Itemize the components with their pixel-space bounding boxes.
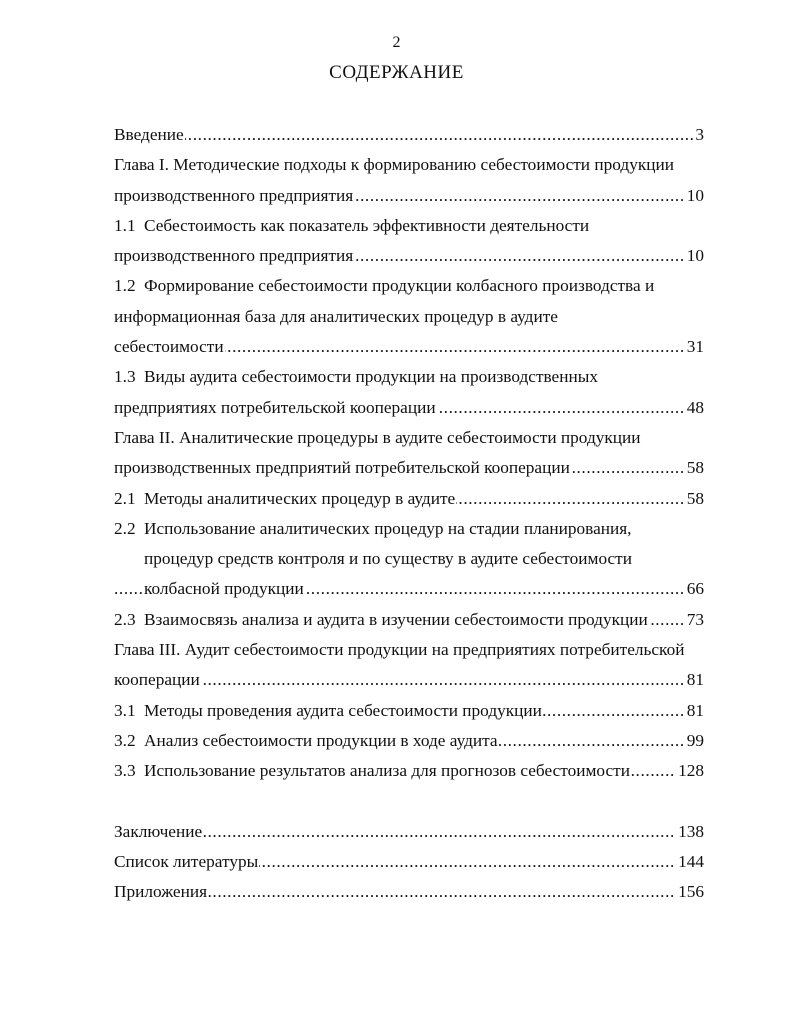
toc-entry-section-1-3-cont: [114, 393, 704, 423]
toc-entry-section-1-2: [114, 271, 704, 301]
toc-entry-page: 81: [685, 665, 704, 695]
toc-entry-chapter-2-cont: [114, 453, 704, 483]
spacer: [114, 787, 704, 817]
toc-entry-section-1-2-cont2: [114, 332, 704, 362]
toc-entry-page: 128: [676, 756, 704, 786]
toc-entry-appendix: [114, 877, 704, 907]
toc-entry-title: Глава I. Методические подходы к формированию себестоимости продукции: [114, 155, 674, 175]
toc-entry-title-cont: колбасной продукции: [144, 579, 304, 599]
toc-entry-title: Формирование себестоимости продукции колбасного производства и: [144, 276, 655, 296]
toc-entry-title: Взаимосвязь анализа и аудита в изучении себестоимости продукции: [144, 609, 648, 629]
toc-entry-page: 10: [685, 241, 704, 271]
toc-entry-chapter-3: [114, 635, 704, 665]
toc-entry-section-1-2-cont: [114, 302, 704, 332]
toc-entry-page: 138: [676, 817, 704, 847]
toc-entry-section-2-2: [114, 514, 704, 544]
toc-entry-title-cont: информационная база для аналитических процедур в аудите: [114, 306, 558, 326]
toc-entry-section-1-1-cont: [114, 241, 704, 271]
toc-entry-title-cont: предприятиях потребительской кооперации: [114, 397, 436, 417]
toc-entry-page: 144: [676, 847, 704, 877]
toc-entry-title: Приложения: [114, 882, 208, 902]
toc-entry-section-3-1: [114, 696, 704, 726]
toc-entry-number: 2.2: [114, 518, 136, 538]
toc-entry-page: 10: [685, 181, 704, 211]
toc-entry-number: 3.2: [114, 730, 136, 750]
page-number: 2: [392, 34, 401, 51]
toc-entry-section-3-3: [114, 756, 704, 786]
toc-entry-number: 3.1: [114, 700, 136, 720]
toc-entry-page: 3: [693, 120, 704, 150]
toc-entry-number: 1.1: [114, 215, 136, 235]
toc-entry-section-3-2: [114, 726, 704, 756]
toc-entry-title: Список литературы: [114, 851, 259, 871]
toc-entry-title: Заключение: [114, 821, 203, 841]
toc-entry-conclusion: [114, 817, 704, 847]
toc-entry-chapter-2: [114, 423, 704, 453]
toc-entry-title: Глава III. Аудит себестоимости продукции на предприятиях потребительской: [114, 640, 685, 660]
toc-entry-section-2-2-cont2: [114, 574, 704, 604]
toc-entry-page: 73: [685, 605, 704, 635]
toc-entry-page: 66: [685, 574, 704, 604]
toc-entry-page: 156: [676, 877, 704, 907]
toc-entry-section-1-3: [114, 362, 704, 392]
toc-entry-title: Методы аналитических процедур в аудите: [144, 488, 456, 508]
toc-entry-chapter-1: [114, 150, 704, 180]
toc-entry-title: Введение: [114, 125, 184, 144]
toc-entry-page: 58: [685, 484, 704, 514]
toc-entry-title-cont: себестоимости: [114, 337, 224, 357]
toc-entry-page: 58: [685, 453, 704, 483]
toc-entry-section-2-3: [114, 605, 704, 635]
toc-entry-number: 2.3: [114, 609, 136, 629]
toc-entry-title: Себестоимость как показатель эффективности деятельности: [144, 215, 590, 235]
toc-entry-literature: [114, 847, 704, 877]
table-of-contents: [114, 120, 704, 907]
toc-entry-section-2-2-cont: [114, 544, 704, 574]
toc-entry-title: Глава II. Аналитические процедуры в аудите себестоимости продукции: [114, 427, 641, 447]
toc-entry-page: 48: [685, 393, 704, 423]
toc-entry-page: 81: [685, 696, 704, 726]
toc-entry-title: Использование аналитических процедур на стадии планирования,: [144, 518, 632, 538]
toc-entry-number: 1.2: [114, 276, 136, 296]
toc-entry-title-cont: кооперации: [114, 670, 200, 690]
toc-entry-title: Виды аудита себестоимости продукции на производственных: [144, 367, 598, 387]
page-title: СОДЕРЖАНИЕ: [329, 62, 464, 83]
toc-entry-introduction: [114, 120, 704, 150]
toc-entry-chapter-1-cont: [114, 181, 704, 211]
toc-entry-page: 31: [685, 332, 704, 362]
toc-entry-section-1-1: [114, 211, 704, 241]
toc-entry-number: 1.3: [114, 367, 136, 387]
toc-entry-title-cont: производственного предприятия: [114, 185, 354, 205]
toc-entry-chapter-3-cont: [114, 665, 704, 695]
toc-entry-title: Анализ себестоимости продукции в ходе аудита: [144, 730, 498, 750]
toc-entry-number: 3.3: [114, 761, 136, 781]
toc-entry-page: 99: [685, 726, 704, 756]
toc-entry-title-cont: производственного предприятия: [114, 246, 354, 266]
toc-entry-section-2-1: [114, 484, 704, 514]
toc-entry-title: Методы проведения аудита себестоимости продукции: [144, 700, 542, 720]
toc-entry-number: 2.1: [114, 488, 136, 508]
toc-entry-title-cont: процедур средств контроля и по существу в аудите себестоимости: [144, 549, 632, 569]
toc-entry-title-cont: производственных предприятий потребительской кооперации: [114, 458, 570, 478]
toc-entry-title: Использование результатов анализа для прогнозов себестоимости: [144, 761, 630, 781]
